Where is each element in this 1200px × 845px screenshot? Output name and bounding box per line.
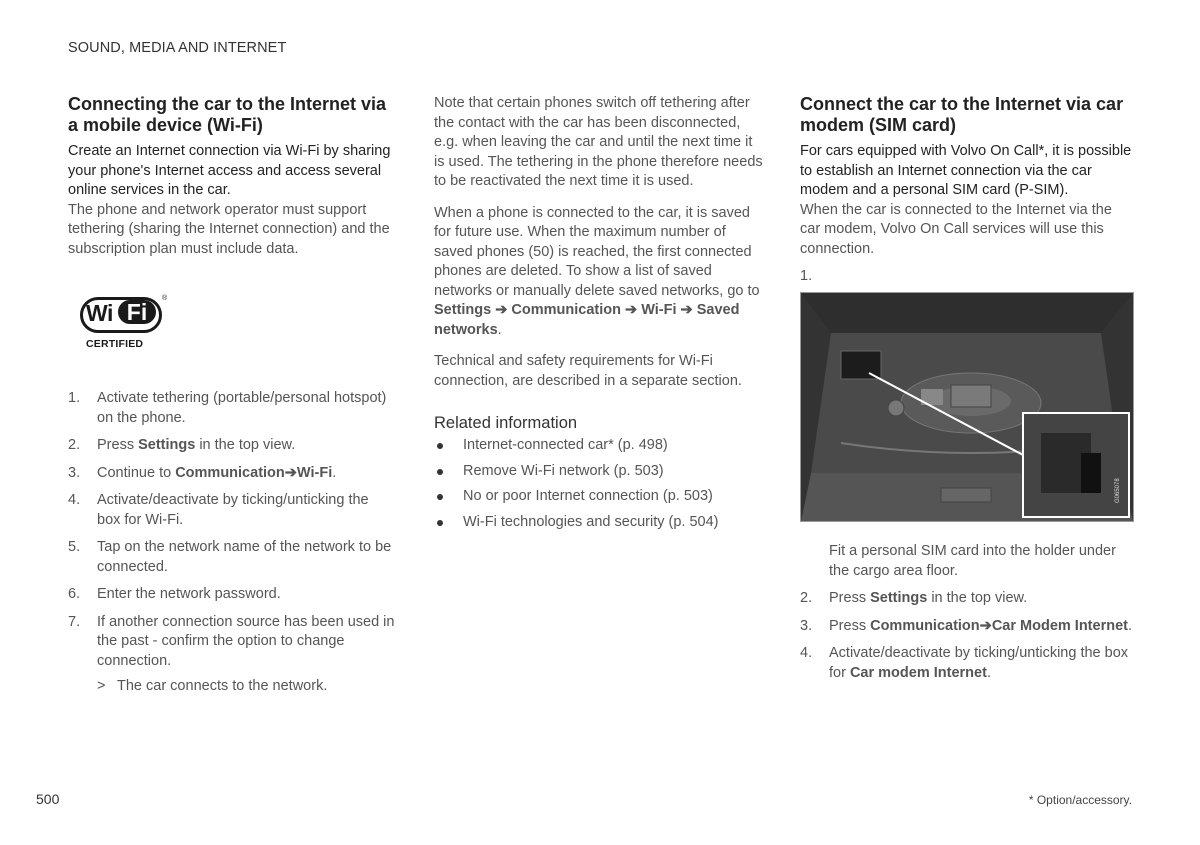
- car-modem-body-text: When the car is connected to the Internet via the car modem, Volvo On Call services will use this connection.: [800, 201, 1112, 257]
- section-header: SOUND, MEDIA AND INTERNET: [68, 40, 287, 56]
- related-link[interactable]: No or poor Internet connection (p. 503): [434, 487, 766, 507]
- list-item: 1. Activate tethering (portable/personal hotspot) on the phone.: [68, 390, 387, 426]
- bullet-icon: [437, 443, 443, 449]
- list-item: 6. Enter the network password.: [68, 586, 281, 602]
- step-result: > The car connects to the network.: [97, 678, 328, 694]
- footnote: * Option/accessory.: [1028, 793, 1132, 807]
- bullet-icon: [437, 469, 443, 475]
- arrow-right-icon: ➔: [979, 617, 992, 634]
- list-item: 3. Press Communication➔Car Modem Internet.: [800, 617, 1133, 634]
- arrow-right-icon: ➔: [495, 302, 508, 318]
- wifi-certified-logo: [80, 297, 166, 353]
- tethering-note: Note that certain phones switch off tethering after the contact with the car has been disconnected, e.g. when leaving the car and until the next time it is used. The tethering in the phone therefore needs to be reactivated the next time it is used.: [434, 95, 763, 189]
- column-wifi-continued: [434, 94, 766, 538]
- figure-code: G065078: [1115, 478, 1121, 503]
- related-links-list: [434, 436, 766, 532]
- cargo-area-sim-holder-illustration: [800, 292, 1134, 522]
- column-wifi: [68, 94, 396, 697]
- related-information-title: Related information: [434, 414, 578, 432]
- list-item: 2. Press Settings in the top view.: [800, 590, 1028, 606]
- wifi-body-text: The phone and network operator must support tethering (sharing the Internet connection) and the subscription plan must include data.: [68, 201, 390, 257]
- bullet-icon: [437, 520, 443, 526]
- related-link[interactable]: Wi-Fi technologies and security (p. 504): [434, 513, 766, 533]
- cargo-area-illustration: [801, 293, 1133, 521]
- ui-term-saved-networks: Saved networks: [434, 302, 740, 338]
- fit-sim-card-step: Fit a personal SIM card into the holder under the cargo area floor.: [829, 543, 1116, 579]
- ui-term-settings: Settings: [138, 437, 196, 453]
- wifi-logo-registered: ®: [162, 295, 168, 302]
- ui-term-wifi: Wi-Fi: [641, 302, 677, 318]
- car-modem-section-title: Connect the car to the Internet via car modem (SIM card): [800, 94, 1124, 135]
- list-item: 4. Activate/deactivate by ticking/unticking the box for Wi-Fi.: [68, 492, 369, 528]
- ui-term-car-modem-internet: Car Modem Internet: [991, 617, 1128, 634]
- figure-step-number: 1.: [800, 268, 813, 284]
- wifi-logo-certified: CERTIFIED: [86, 338, 144, 350]
- related-link[interactable]: Internet-connected car* (p. 498): [434, 436, 766, 456]
- wifi-lead-text: Create an Internet connection via Wi-Fi by sharing your phone's Internet access and access several online services in the car.: [68, 143, 391, 198]
- arrow-right-icon: ➔: [284, 464, 297, 481]
- car-modem-lead-text: For cars equipped with Volvo On Call*, it is possible to establish an Internet connection via the car modem and a personal SIM card (P-SIM).: [800, 143, 1132, 198]
- page-number: 500: [36, 791, 60, 807]
- ui-term-wifi: Wi-Fi: [296, 464, 333, 481]
- ui-term-car-modem-internet: Car modem Internet: [849, 664, 987, 681]
- ui-term-communication: Communication: [870, 617, 980, 634]
- arrow-right-icon: ➔: [680, 302, 693, 318]
- arrow-right-icon: ➔: [625, 302, 638, 318]
- car-modem-steps-list: [800, 589, 1134, 683]
- wifi-logo-wi: Wi: [86, 300, 113, 326]
- list-item: 5. Tap on the network name of the network to be connected.: [68, 539, 392, 575]
- related-link[interactable]: Remove Wi-Fi network (p. 503): [434, 462, 766, 482]
- ui-term-communication: Communication: [511, 302, 621, 318]
- wifi-steps-list: [68, 389, 396, 671]
- list-item: 4. Activate/deactivate by ticking/unticking the box for Car modem Internet.: [800, 645, 1129, 681]
- ui-term-communication: Communication: [175, 464, 285, 481]
- ui-term-settings: Settings: [870, 590, 928, 606]
- ui-term-settings: Settings: [434, 302, 492, 318]
- list-item: 7. If another connection source has been used in the past - confirm the option to change connection.: [68, 613, 395, 669]
- saved-phones-text: When a phone is connected to the car, it is saved for future use. When the maximum number of saved phones (50) is reached, the first connected phones are deleted. To show a list of saved networks or manually delete saved networks, go to Settings ➔ Communication ➔ Wi-Fi ➔ Saved networks.: [434, 204, 760, 338]
- safety-requirements-text: Technical and safety requirements for Wi-Fi connection, are described in a separate section.: [434, 353, 742, 389]
- wifi-logo-fi: Fi: [118, 300, 156, 324]
- list-item: 3. Continue to Communication➔Wi-Fi.: [68, 464, 337, 481]
- list-item: 2. Press Settings in the top view.: [68, 437, 296, 453]
- bullet-icon: [437, 494, 443, 500]
- wifi-section-title: Connecting the car to the Internet via a mobile device (Wi-Fi): [68, 94, 387, 135]
- column-car-modem: [800, 94, 1134, 691]
